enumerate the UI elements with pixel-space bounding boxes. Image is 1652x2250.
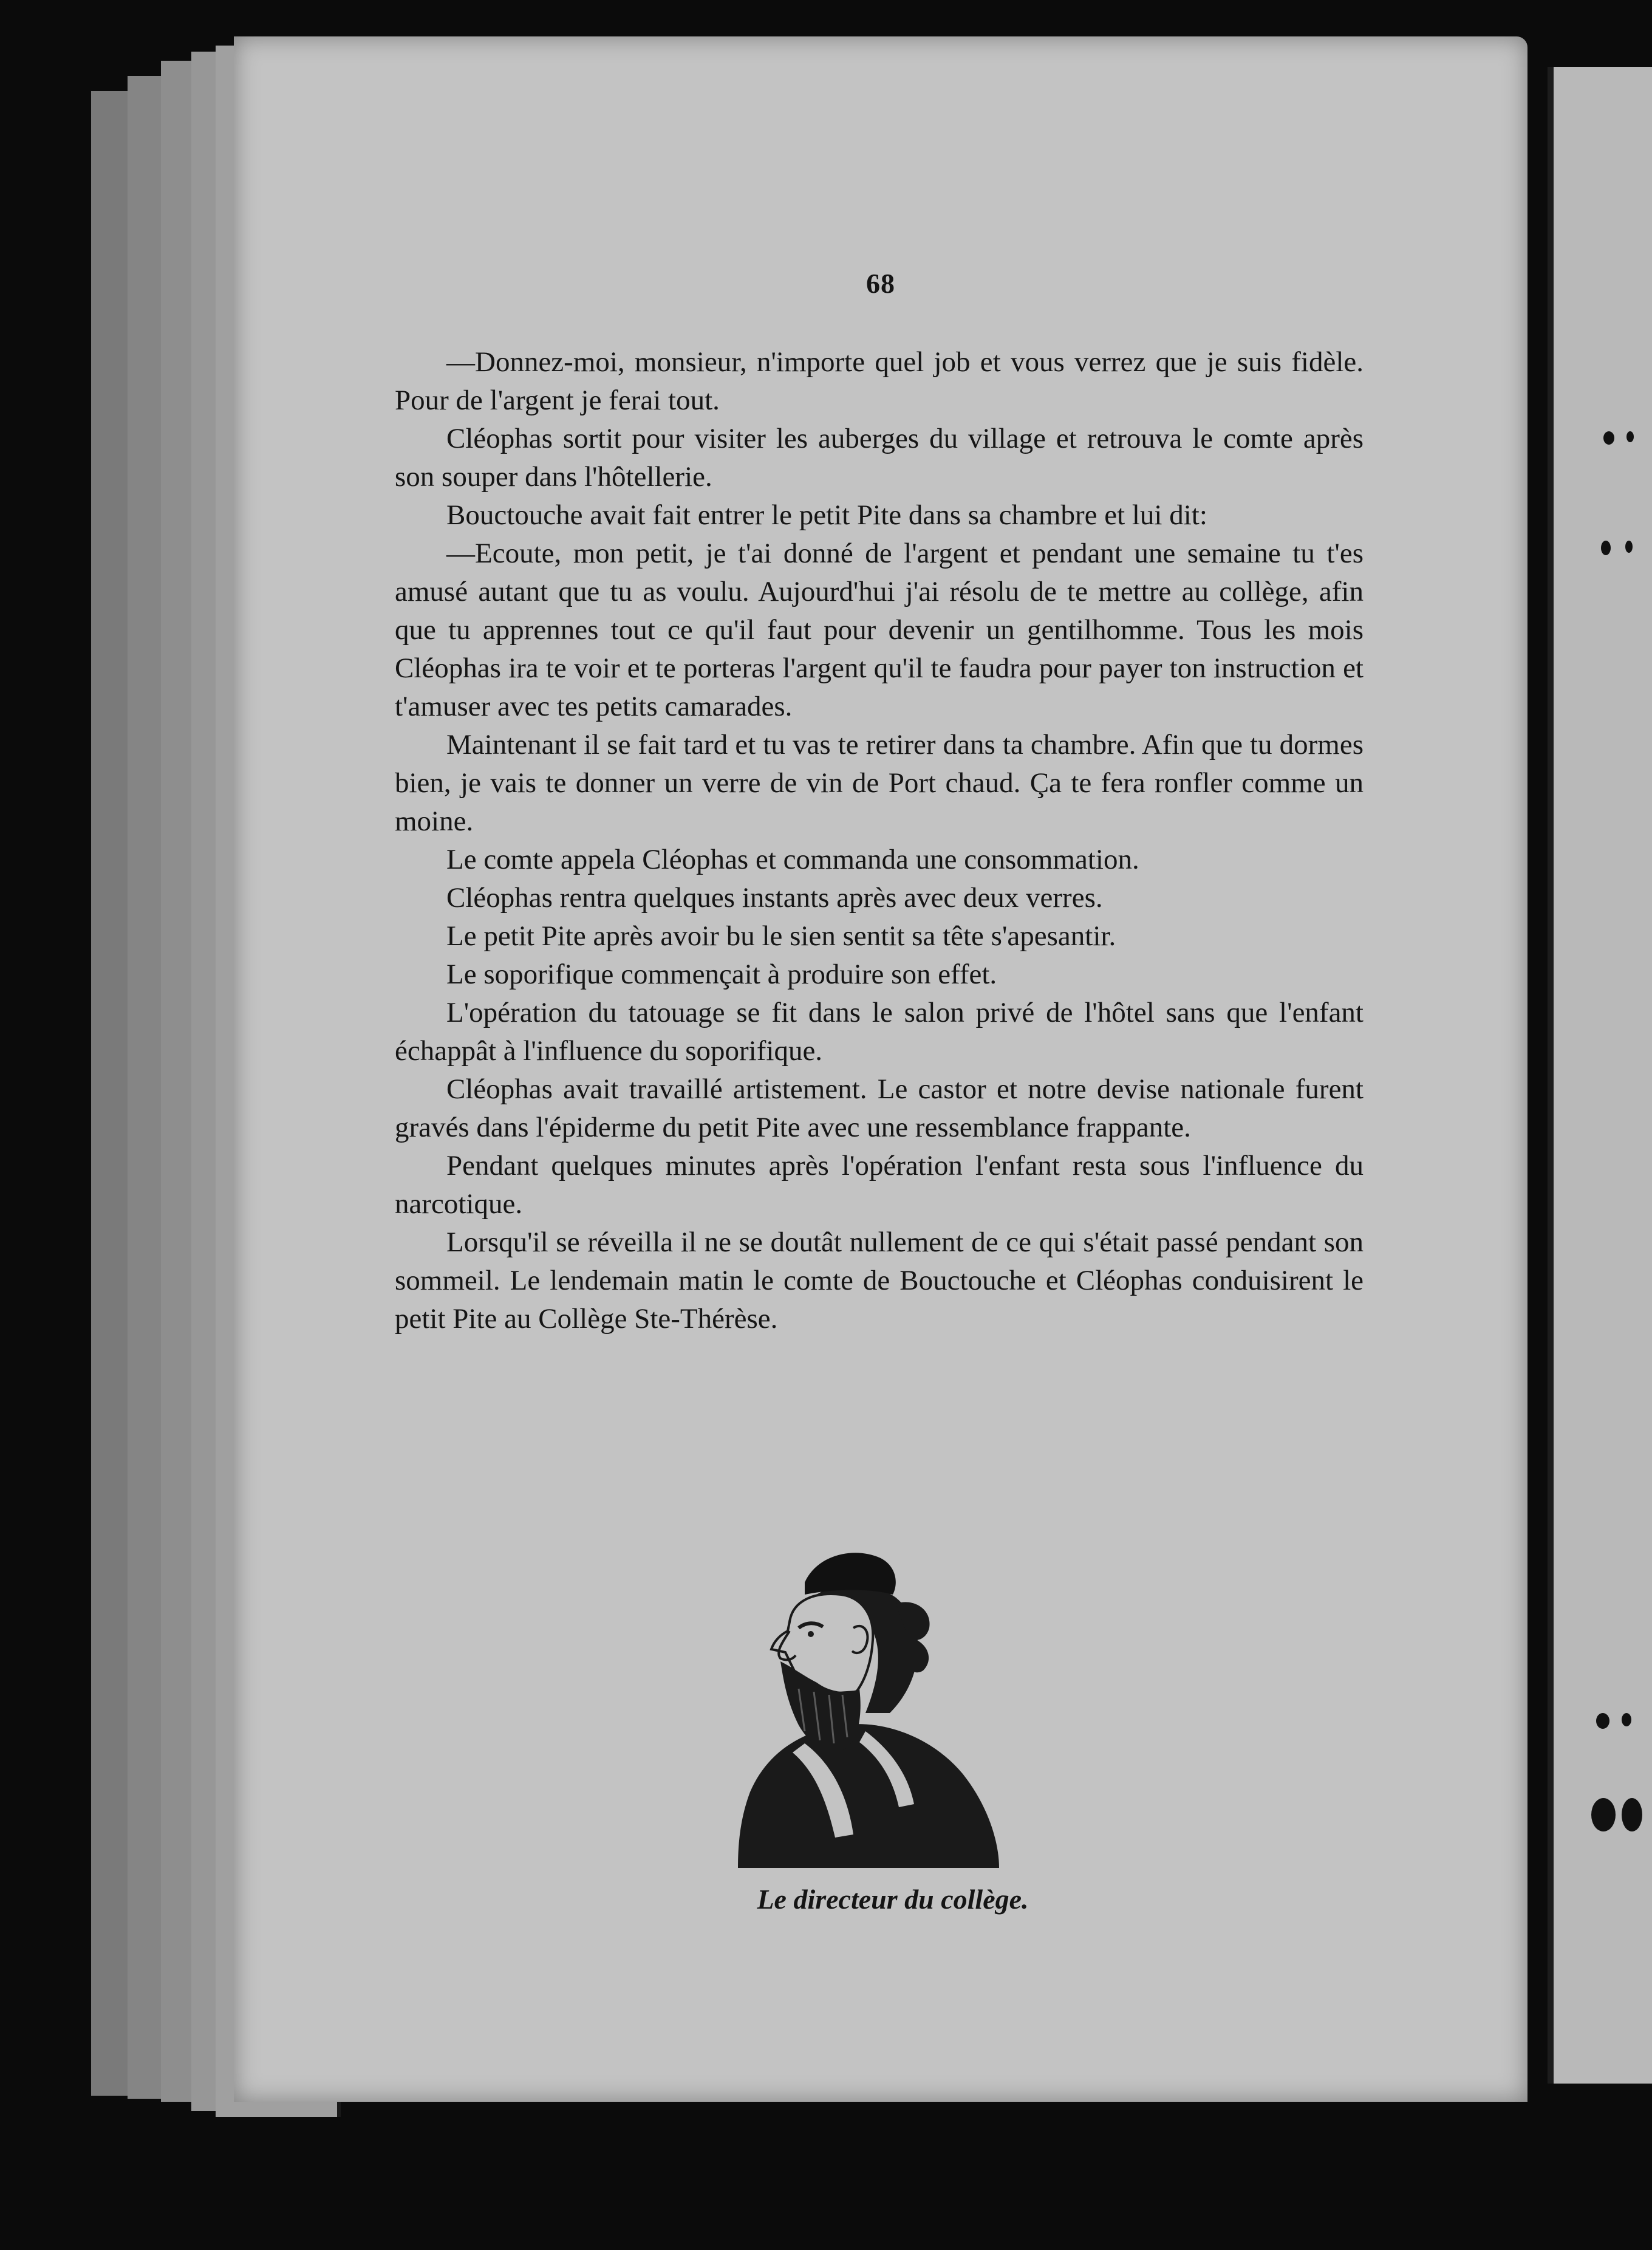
- ink-speck: [1601, 541, 1611, 555]
- ink-speck: [1622, 1713, 1631, 1726]
- paragraph: Lorsqu'il se réveilla il ne se doutât nullement de ce qui s'était passé pendant son sommeil. Le lendemain matin le comte de Bouctouche et Cléophas conduisirent le petit Pite au Collège Ste-Thérèse.: [395, 1226, 1364, 1335]
- ink-speck: [1622, 1798, 1642, 1831]
- body-text: [395, 343, 1364, 1338]
- paragraph: Le petit Pite après avoir bu le sien sentit sa tête s'apesantir.: [446, 920, 1116, 952]
- paragraph: L'opération du tatouage se fit dans le salon privé de l'hôtel sans que l'enfant échappât à l'influence du soporifique.: [395, 997, 1364, 1067]
- next-page-edge: [1548, 67, 1652, 2084]
- paragraph: Cléophas sortit pour visiter les auberges du village et retrouva le comte après son souper dans l'hôtellerie.: [395, 423, 1364, 493]
- book-page: [234, 36, 1527, 2102]
- paragraph: Bouctouche avait fait entrer le petit Pite dans sa chambre et lui dit:: [446, 499, 1207, 531]
- ink-speck: [1591, 1798, 1616, 1831]
- paragraph: Le soporifique commençait à produire son effet.: [446, 959, 997, 990]
- paragraph: Pendant quelques minutes après l'opération l'enfant resta sous l'influence du narcotique.: [395, 1150, 1364, 1220]
- paragraph: —Donnez-moi, monsieur, n'importe quel job et vous verrez que je suis fidèle. Pour de l'argent je ferai tout.: [395, 346, 1364, 416]
- ink-speck: [1626, 431, 1634, 442]
- page-number: 68: [866, 268, 895, 299]
- paragraph: Cléophas rentra quelques instants après avec deux verres.: [446, 882, 1103, 914]
- paragraph: —Ecoute, mon petit, je t'ai donné de l'argent et pendant une semaine tu t'es amusé autant que tu as voulu. Aujourd'hui j'ai résolu de te mettre au collège, afin que tu apprennes tout ce qu'il faut pour devenir un gentilhomme. Tous les mois Cléophas ira te voir et te porteras l'argent qu'il te faudra pour payer ton instruction et t'amuser avec tes petits camarades.: [395, 538, 1364, 722]
- paragraph: Cléophas avait travaillé artistement. Le castor et notre devise nationale furent gravés dans l'épiderme du petit Pite avec une ressemblance frappante.: [395, 1073, 1364, 1143]
- ink-speck: [1625, 541, 1633, 553]
- portrait-of-bearded-man-icon: [714, 1531, 1005, 1871]
- paragraph: Le comte appela Cléophas et commanda une consommation.: [446, 844, 1139, 875]
- ink-speck: [1596, 1713, 1609, 1729]
- paragraph: Maintenant il se fait tard et tu vas te retirer dans ta chambre. Afin que tu dormes bien, je vais te donner un verre de vin de Port chaud. Ça te fera ronfler comme un moine.: [395, 729, 1364, 837]
- illustration-caption: Le directeur du collège.: [757, 1884, 1029, 1915]
- ink-speck: [1603, 431, 1614, 445]
